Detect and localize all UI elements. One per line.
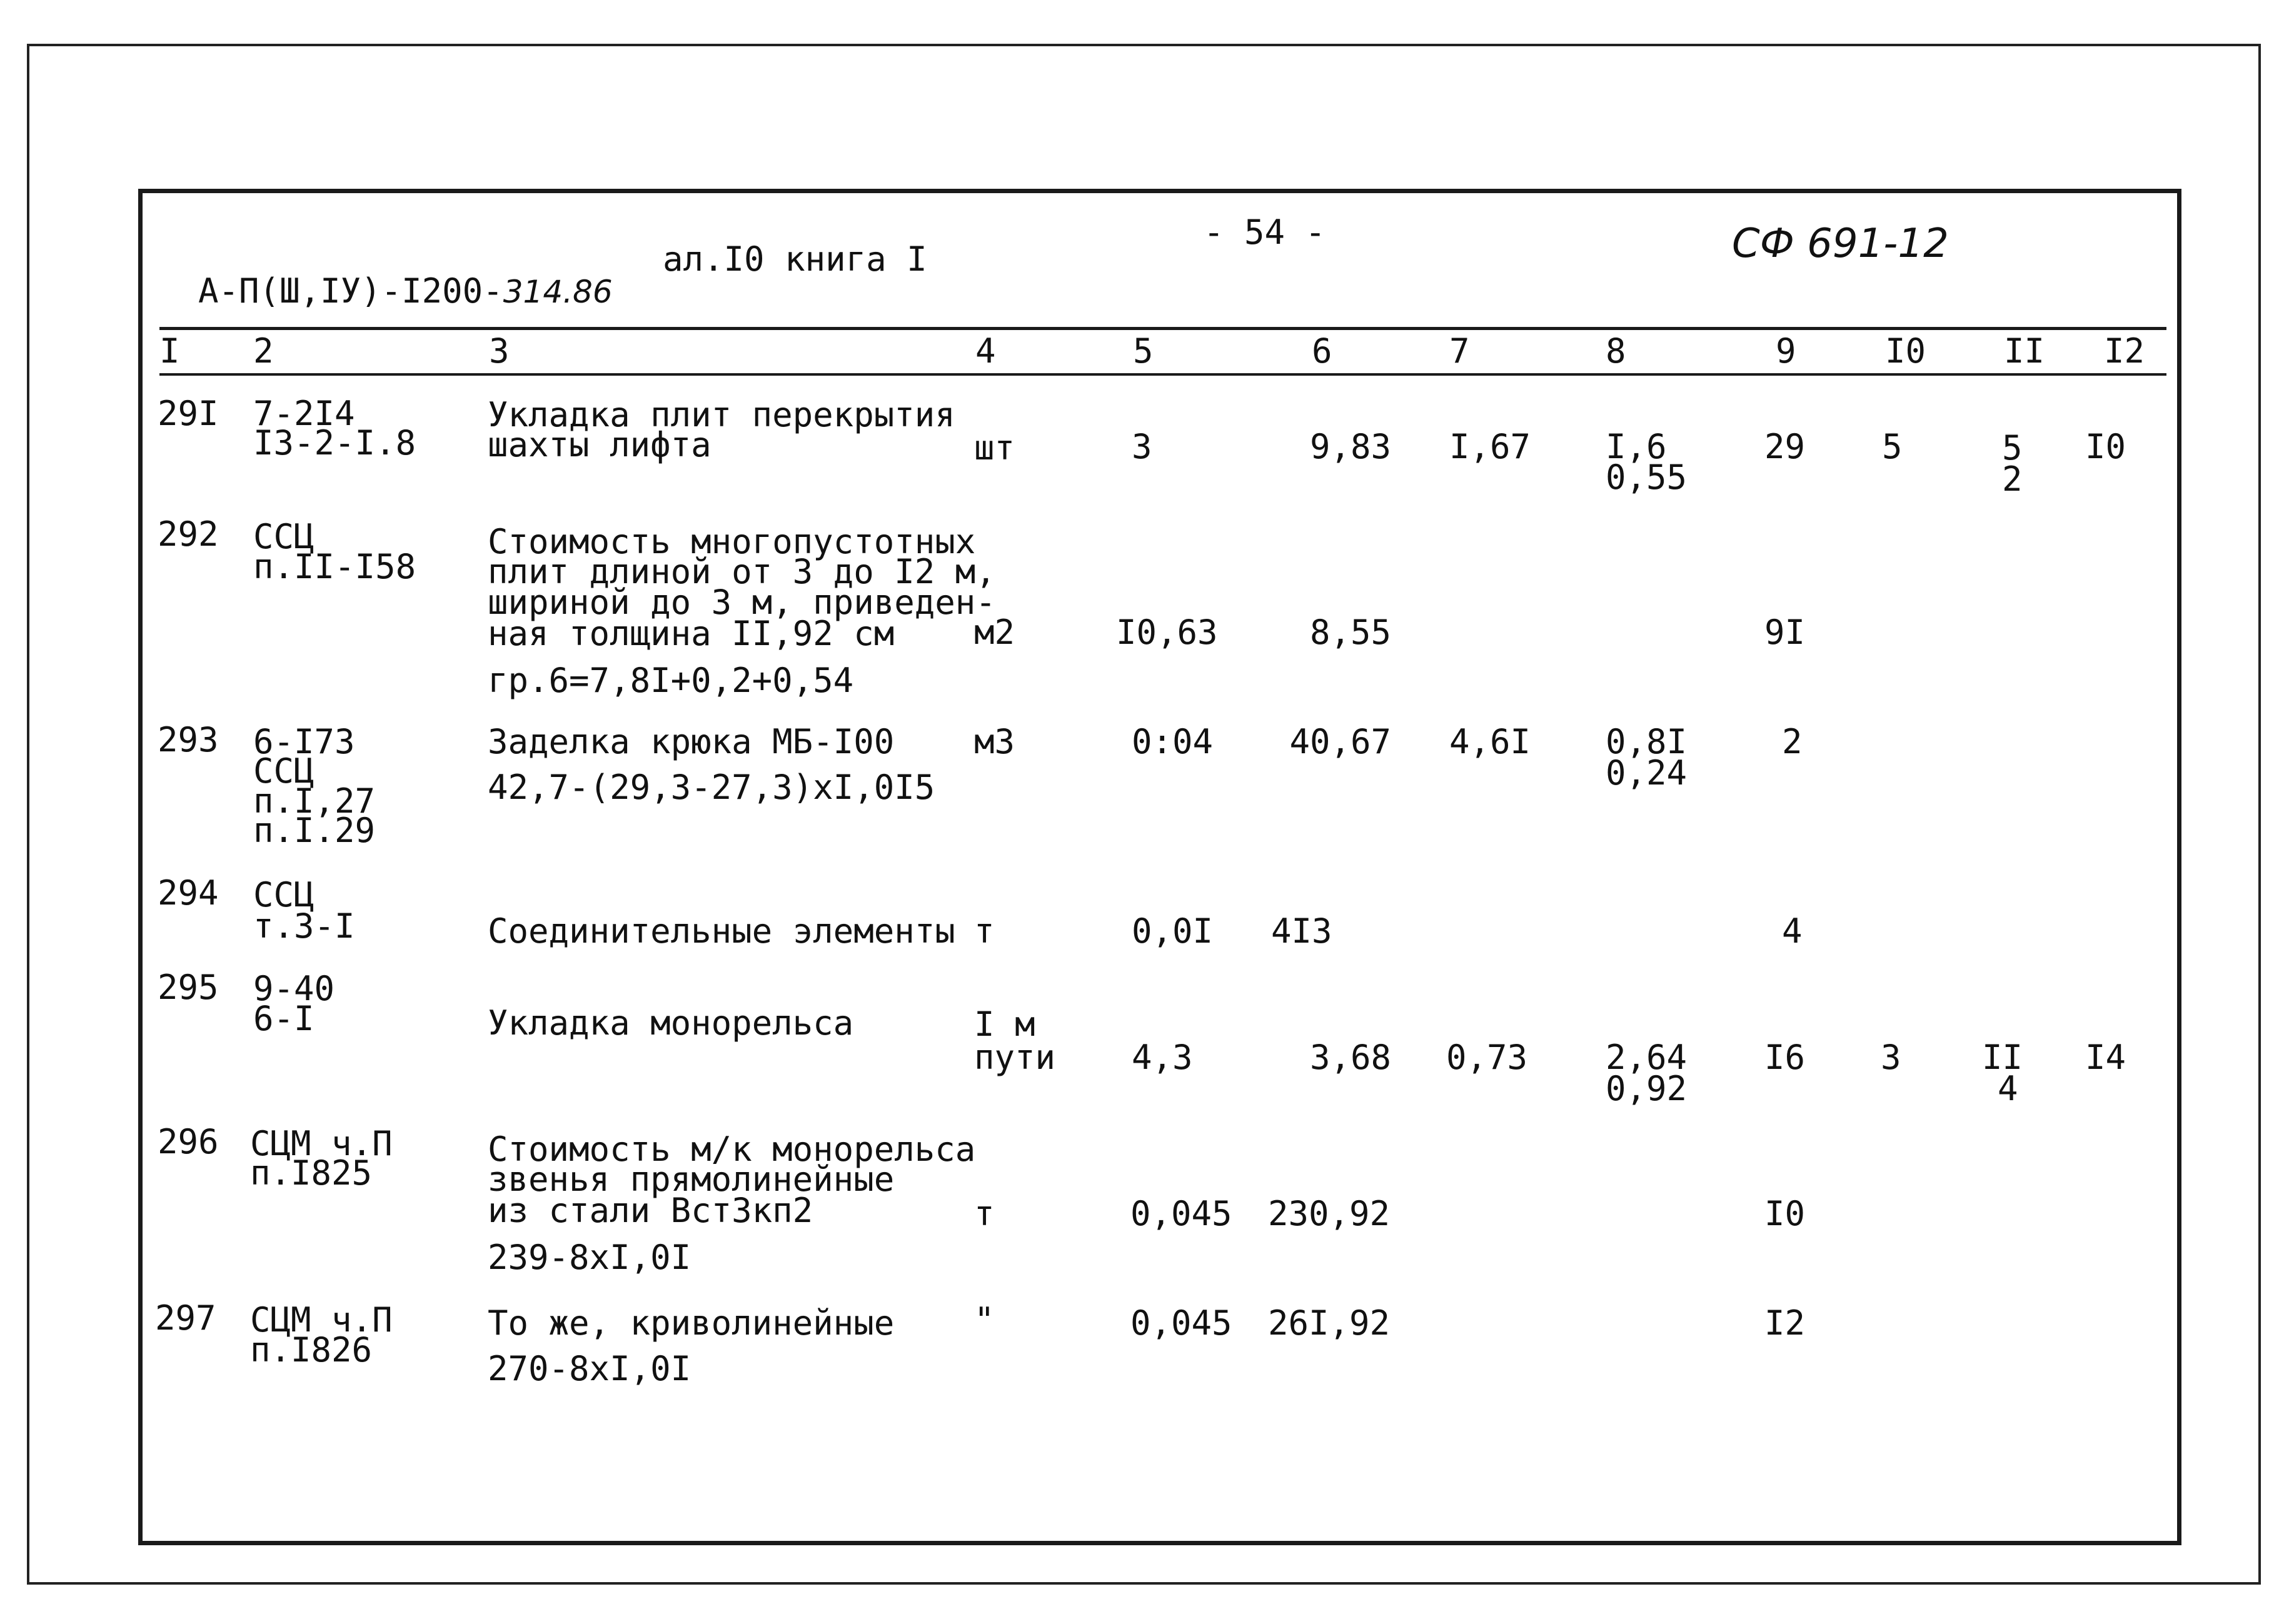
- album-book: ал.I0 книга I: [663, 239, 927, 279]
- row-description: Укладка монорельса: [488, 1003, 854, 1043]
- cell-col5: 3: [1132, 427, 1152, 466]
- row-formula: 270-8хI,0I: [488, 1349, 692, 1388]
- cell-col6: 26I,92: [1268, 1303, 1391, 1343]
- row-description: Стоимость многопустотных: [488, 522, 976, 561]
- row-description: Укладка плит перекрытия: [488, 395, 955, 434]
- cell-col10: 5: [1882, 427, 1903, 466]
- cell-col8: 2,64: [1606, 1038, 1688, 1077]
- cell-col9: 29: [1764, 427, 1806, 466]
- column-header: 8: [1606, 331, 1626, 371]
- row-number: 297: [155, 1298, 216, 1338]
- cell-col9: 9I: [1764, 613, 1806, 652]
- row-code: п.I825: [250, 1153, 373, 1193]
- row-unit: м3: [974, 722, 1015, 761]
- cell-col8: I,6: [1606, 427, 1667, 466]
- document-code-handwritten: 314.86: [503, 274, 613, 310]
- row-code: т.3-I: [253, 906, 355, 946]
- row-unit: I м: [974, 1005, 1035, 1044]
- row-number: 294: [158, 873, 219, 913]
- row-description: То же, криволинейные: [488, 1303, 895, 1343]
- row-unit: шт: [974, 428, 1015, 468]
- cell-col10: 3: [1881, 1038, 1901, 1077]
- row-description: плит длиной от 3 до I2 м,: [488, 552, 996, 591]
- row-formula: 42,7-(29,3-27,3)хI,0I5: [488, 768, 935, 807]
- row-description: звенья прямолинейные: [488, 1160, 895, 1199]
- cell-col9: 2: [1782, 722, 1803, 761]
- column-header: 3: [489, 331, 510, 371]
- row-description: ная толщина II,92 см: [488, 614, 895, 653]
- cell-col12: I4: [2085, 1038, 2126, 1077]
- document-code: [158, 241, 613, 309]
- row-description: шириной до 3 м, приведен-: [488, 583, 996, 622]
- row-unit: м2: [974, 613, 1015, 652]
- cell-col5: 0:04: [1132, 722, 1214, 761]
- row-description: из стали ВстЗкп2: [488, 1191, 813, 1230]
- row-unit: ": [974, 1300, 995, 1340]
- column-header: 7: [1449, 331, 1470, 371]
- column-header: 9: [1776, 331, 1796, 371]
- cell-col5: I0,63: [1116, 613, 1218, 652]
- row-description: шахты лифта: [488, 425, 712, 464]
- row-code: п.I826: [250, 1330, 373, 1370]
- cell-col12: I0: [2085, 427, 2126, 466]
- row-description: Стоимость м/к монорельса: [488, 1130, 976, 1169]
- cell-col7: I,67: [1449, 427, 1531, 466]
- cell-col6: 40,67: [1289, 722, 1391, 761]
- row-number: 293: [158, 720, 219, 759]
- cell-col11: 5: [2002, 428, 2023, 468]
- cell-col11: II: [1982, 1038, 2023, 1077]
- column-header: I2: [2104, 331, 2145, 371]
- cell-col6: 4I3: [1271, 911, 1332, 951]
- cell-col5: 0,0I: [1132, 911, 1214, 951]
- cell-col7: 4,6I: [1449, 722, 1531, 761]
- table-header-rule: [159, 373, 2166, 376]
- document-code-prefix: А-П(Ш,IУ)-I200-: [198, 271, 503, 311]
- row-number: 295: [158, 968, 219, 1007]
- row-code: 6-I: [253, 999, 314, 1038]
- row-unit: пути: [974, 1038, 1056, 1077]
- row-formula: гр.6=7,8I+0,2+0,54: [488, 661, 854, 700]
- column-header: 6: [1312, 331, 1332, 371]
- row-code: 7-2I4: [253, 394, 355, 433]
- cell-col6: 8,55: [1309, 613, 1391, 652]
- cell-col8: 0,24: [1606, 753, 1688, 793]
- column-header: I0: [1885, 331, 1926, 371]
- row-description: Соединительные элементы: [488, 911, 955, 951]
- cell-col6: 3,68: [1309, 1038, 1391, 1077]
- row-unit: т: [974, 911, 995, 951]
- cell-col6: 9,83: [1309, 427, 1391, 466]
- column-header: 5: [1133, 331, 1154, 371]
- row-code: ССЦ: [253, 751, 314, 791]
- table-top-rule: [159, 327, 2166, 330]
- cell-col9: I0: [1764, 1194, 1806, 1233]
- row-code: 6-I73: [253, 722, 355, 761]
- cell-col8: 0,55: [1606, 458, 1688, 497]
- row-unit: т: [974, 1194, 995, 1233]
- cell-col5: 4,3: [1132, 1038, 1193, 1077]
- row-number: 29I: [158, 394, 219, 433]
- row-formula: 239-8хI,0I: [488, 1238, 692, 1277]
- cell-col11: 4: [1998, 1069, 2018, 1108]
- row-code: п.I,27: [253, 781, 376, 821]
- row-code: 9-40: [253, 969, 335, 1008]
- cell-col9: I6: [1764, 1038, 1806, 1077]
- row-code: СЦМ ч.П: [250, 1300, 393, 1340]
- cell-col6: 230,92: [1268, 1194, 1391, 1233]
- row-code: СЦМ ч.П: [250, 1124, 393, 1163]
- stamp-number: СФ 691-12: [1732, 221, 1949, 267]
- column-header: 4: [975, 331, 996, 371]
- row-description: Заделка крюка МБ-I00: [488, 722, 895, 761]
- cell-col5: 0,045: [1130, 1303, 1232, 1343]
- cell-col9: I2: [1764, 1303, 1806, 1343]
- cell-col9: 4: [1782, 911, 1803, 951]
- row-number: 296: [158, 1122, 219, 1161]
- row-code: п.I.29: [253, 811, 376, 850]
- cell-col8: 0,8I: [1606, 722, 1688, 761]
- cell-col8: 0,92: [1606, 1069, 1688, 1108]
- cell-col5: 0,045: [1130, 1194, 1232, 1233]
- row-code: I3-2-I.8: [253, 423, 416, 463]
- row-code: п.II-I58: [253, 547, 416, 586]
- row-number: 292: [158, 514, 219, 554]
- page-number: - 54 -: [1204, 213, 1326, 252]
- row-code: ССЦ: [253, 875, 314, 915]
- cell-col7: 0,73: [1446, 1038, 1528, 1077]
- row-code: ССЦ: [253, 517, 314, 556]
- column-header: 2: [253, 331, 274, 371]
- cell-col11: 2: [2002, 459, 2023, 499]
- column-header: II: [2004, 331, 2045, 371]
- column-header: I: [159, 331, 180, 371]
